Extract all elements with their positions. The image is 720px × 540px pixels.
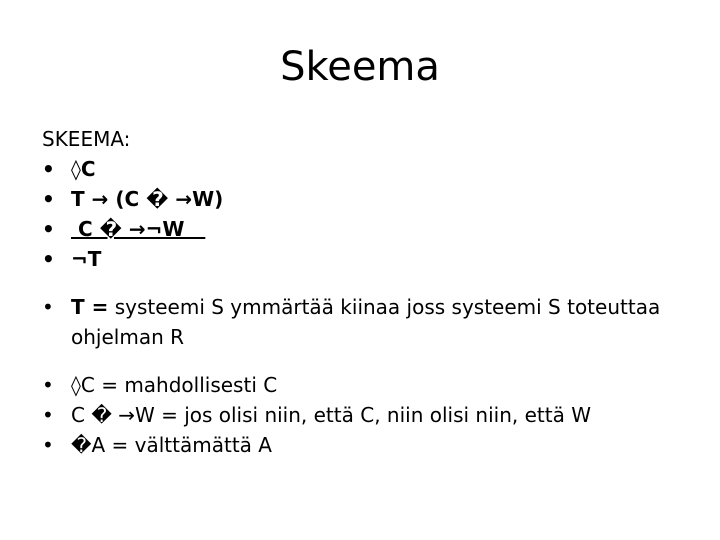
bullet-icon: • xyxy=(42,373,54,397)
notation-list xyxy=(42,370,692,460)
list-item xyxy=(42,370,692,400)
bullet-icon: • xyxy=(42,403,54,427)
list-item xyxy=(42,292,692,352)
schema-heading: SKEEMA: xyxy=(42,127,131,151)
schema-list xyxy=(42,154,692,274)
bullet-icon: • xyxy=(42,295,54,319)
list-item xyxy=(42,154,692,184)
bullet-icon: • xyxy=(42,187,55,211)
definition-text-continued: ohjelman R xyxy=(71,325,184,349)
definition-list xyxy=(42,292,692,352)
spacer xyxy=(42,274,692,292)
slide-body xyxy=(42,124,692,460)
schema-item-text: C � →¬W xyxy=(71,217,206,241)
list-item xyxy=(42,244,692,274)
schema-item-text: T → (C � →W) xyxy=(71,187,224,211)
list-item xyxy=(42,214,692,244)
bullet-icon: • xyxy=(42,217,55,241)
notation-item-text: ◊C = mahdollisesti C xyxy=(71,373,278,397)
list-item xyxy=(42,430,692,460)
definition-text: systeemi S ymmärtää kiinaa joss systeemi S toteuttaa xyxy=(108,295,661,319)
notation-item-text: C � →W = jos olisi niin, että C, niin olisi niin, että W xyxy=(71,403,591,427)
schema-item-text: ◊C xyxy=(71,157,96,181)
bullet-icon: • xyxy=(42,157,55,181)
notation-item-text: �A = välttämättä A xyxy=(71,433,272,457)
spacer xyxy=(42,352,692,370)
bullet-icon: • xyxy=(42,247,55,271)
slide-title: Skeema xyxy=(280,44,440,90)
bullet-icon: • xyxy=(42,433,54,457)
list-item xyxy=(42,400,692,430)
definition-term: T = xyxy=(71,295,109,319)
list-item xyxy=(42,184,692,214)
schema-item-text: ¬T xyxy=(71,247,102,271)
